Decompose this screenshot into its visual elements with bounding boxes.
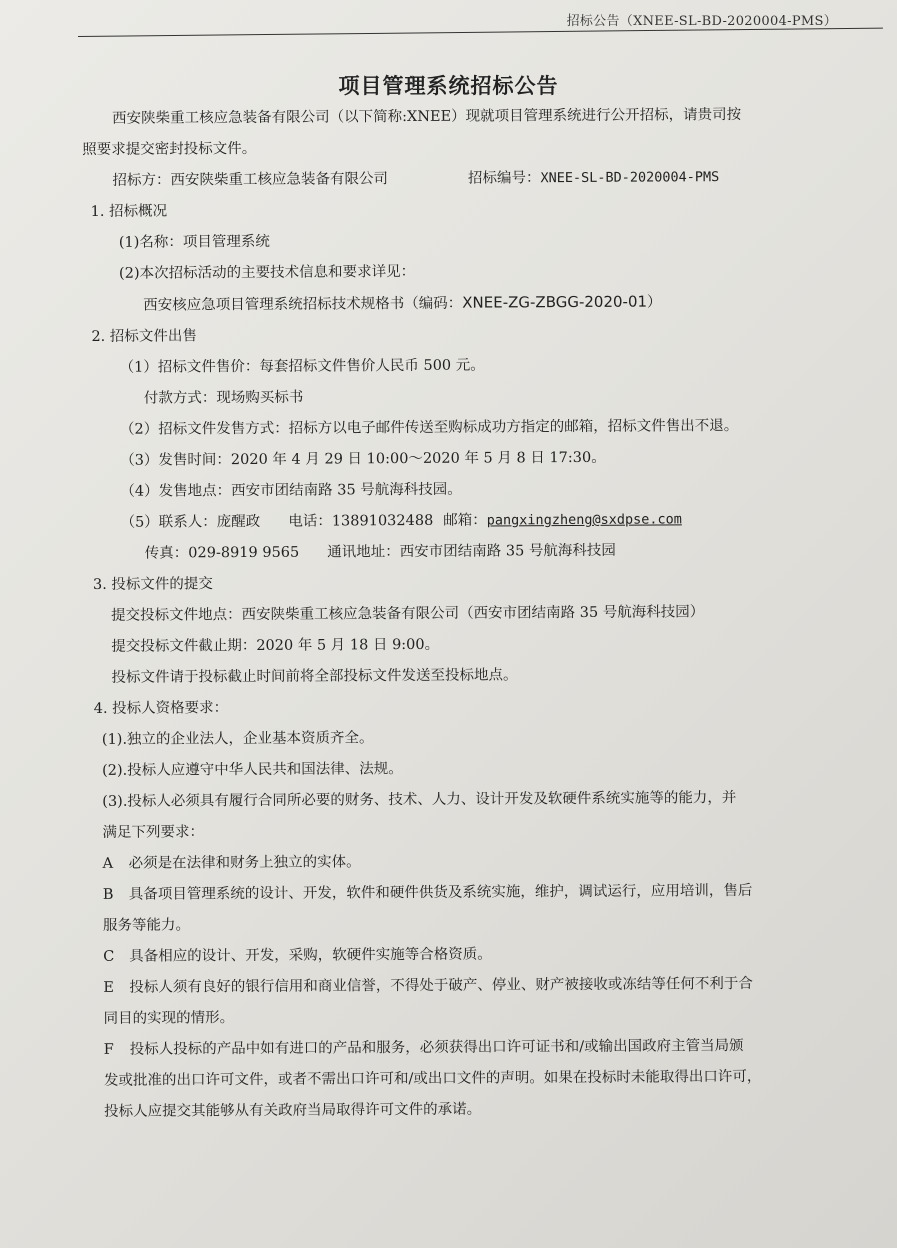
mailing-address: 通讯地址：西安市团结南路 35 号航海科技园 — [327, 542, 616, 561]
req-f-text-1: 投标人投标的产品中如有进口的产品和服务，必须获得出口许可证书和/或输出国政府主管当局颁 — [129, 1037, 744, 1058]
req-f-line-2: 发或批准的出口许可文件，或者不需出口许可和/或出口文件的声明。如果在投标时未能取得出口许可， — [103, 1068, 762, 1089]
s4-req-3-line-2: 满足下列要求： — [102, 824, 204, 841]
spec-suffix: ） — [646, 294, 662, 311]
s2-time: （3）发售时间：2020 年 4 月 29 日 10:00～2020 年 5 月 8 日 17:30。 — [120, 449, 606, 469]
section-2-heading: 2. 招标文件出售 — [91, 328, 197, 345]
s2-payment: 付款方式：现场购买标书 — [143, 389, 304, 407]
header-reference: 招标公告（XNEE-SL-BD-2020004-PMS） — [566, 14, 837, 29]
section-1-heading: 1. 招标概况 — [90, 203, 168, 220]
s2-contact-line — [84, 503, 855, 539]
s3-deadline: 提交投标文件截止期：2020 年 5 月 18 日 9:00。 — [111, 636, 440, 655]
s1-tech-info: (2)本次招标活动的主要技术信息和要求详见： — [118, 263, 416, 282]
tenderer: 招标方：西安陕柴重工核应急装备有限公司 — [112, 171, 389, 189]
email-label: 邮箱： — [443, 512, 487, 529]
s2-method: （2）招标文件发售方式：招标方以电子邮件传送至购标成功方指定的邮箱，招标文件售出不退。 — [119, 417, 739, 438]
document-body — [82, 99, 859, 1128]
req-b-letter: B — [102, 886, 114, 903]
req-a — [87, 844, 858, 880]
fax-number: 029-8919 9565 — [188, 544, 300, 562]
req-c-letter: C — [103, 948, 115, 965]
section-4-heading: 4. 投标人资格要求： — [93, 700, 229, 717]
intro-line-1: 西安陕柴重工核应急装备有限公司（以下简称:XNEE）现就项目管理系统进行公开招标，请贵司按 — [112, 106, 742, 127]
req-b-line-2: 服务等能力。 — [102, 917, 191, 934]
s2-price: （1）招标文件售价：每套招标文件售价人民币 500 元。 — [119, 357, 485, 376]
req-c-text: 具备相应的设计、开发，采购，软硬件实施等合格资质。 — [129, 946, 492, 965]
phone-label: 电话： — [288, 513, 332, 530]
s1-name: (1)名称：项目管理系统 — [118, 233, 270, 251]
s1-spec-line — [83, 285, 854, 322]
req-b-text-1: 具备项目管理系统的设计、开发，软件和硬件供货及系统实施，维护，调试运行，应用培训，售后 — [128, 882, 753, 903]
req-f-letter: F — [103, 1041, 114, 1058]
section-3-heading: 3. 投标文件的提交 — [92, 576, 213, 593]
tender-no: XNEE-SL-BD-2020004-PMS — [540, 169, 720, 187]
req-a-text: 必须是在法律和财务上独立的实体。 — [128, 854, 361, 872]
spec-prefix: 西安核应急项目管理系统招标技术规格书（编码： — [143, 295, 463, 314]
s4-req-1: (1).独立的企业法人，企业基本资质齐全。 — [101, 730, 374, 748]
tender-no-label: 招标编号： — [467, 170, 541, 187]
header-rule — [78, 28, 883, 37]
s4-req-2: (2).投标人应遵守中华人民共和国法律、法规。 — [102, 761, 403, 779]
s3-place: 提交投标文件地点：西安陕柴重工核应急装备有限公司（西安市团结南路 35 号航海科技园） — [111, 604, 705, 624]
email-link[interactable]: pangxingzheng@sxdpse.com — [486, 511, 682, 529]
s2-fax-line — [85, 534, 856, 570]
phone-number: 13891032488 — [331, 512, 434, 530]
req-a-letter: A — [102, 855, 114, 872]
req-b-line-1 — [87, 875, 858, 911]
req-f-line-1 — [88, 1030, 859, 1066]
s3-note: 投标文件请于投标截止时间前将全部投标文件发送至投标地点。 — [111, 667, 518, 686]
req-e-line-1 — [87, 968, 858, 1004]
intro-line-2: 照要求提交密封投标文件。 — [82, 140, 257, 158]
spec-code: XNEE-ZG-ZBGG-2020-01 — [462, 292, 648, 312]
req-f-line-3: 投标人应提交其能够从有关政府当局取得许可文件的承诺。 — [104, 1101, 482, 1120]
req-e-text-1: 投标人须有良好的银行信用和商业信誉，不得处于破产、停业、财产被接收或冻结等任何不利于合 — [129, 975, 753, 996]
req-e-letter: E — [103, 979, 115, 996]
contact-person: （5）联系人：庞醒政 — [120, 513, 261, 531]
page-title: 项目管理系统招标公告 — [338, 74, 559, 98]
req-e-line-2: 同目的实现的情形。 — [103, 1010, 235, 1027]
s2-place: （4）发售地点：西安市团结南路 35 号航海科技园。 — [120, 481, 462, 500]
fax-label: 传真： — [144, 545, 189, 562]
req-c — [87, 937, 858, 973]
tenderer-line — [82, 161, 853, 197]
s4-req-3-line-1: (3).投标人必须具有履行合同所必要的财务、技术、人力、设计开发及软硬件系统实施等的能力，并 — [102, 790, 737, 810]
